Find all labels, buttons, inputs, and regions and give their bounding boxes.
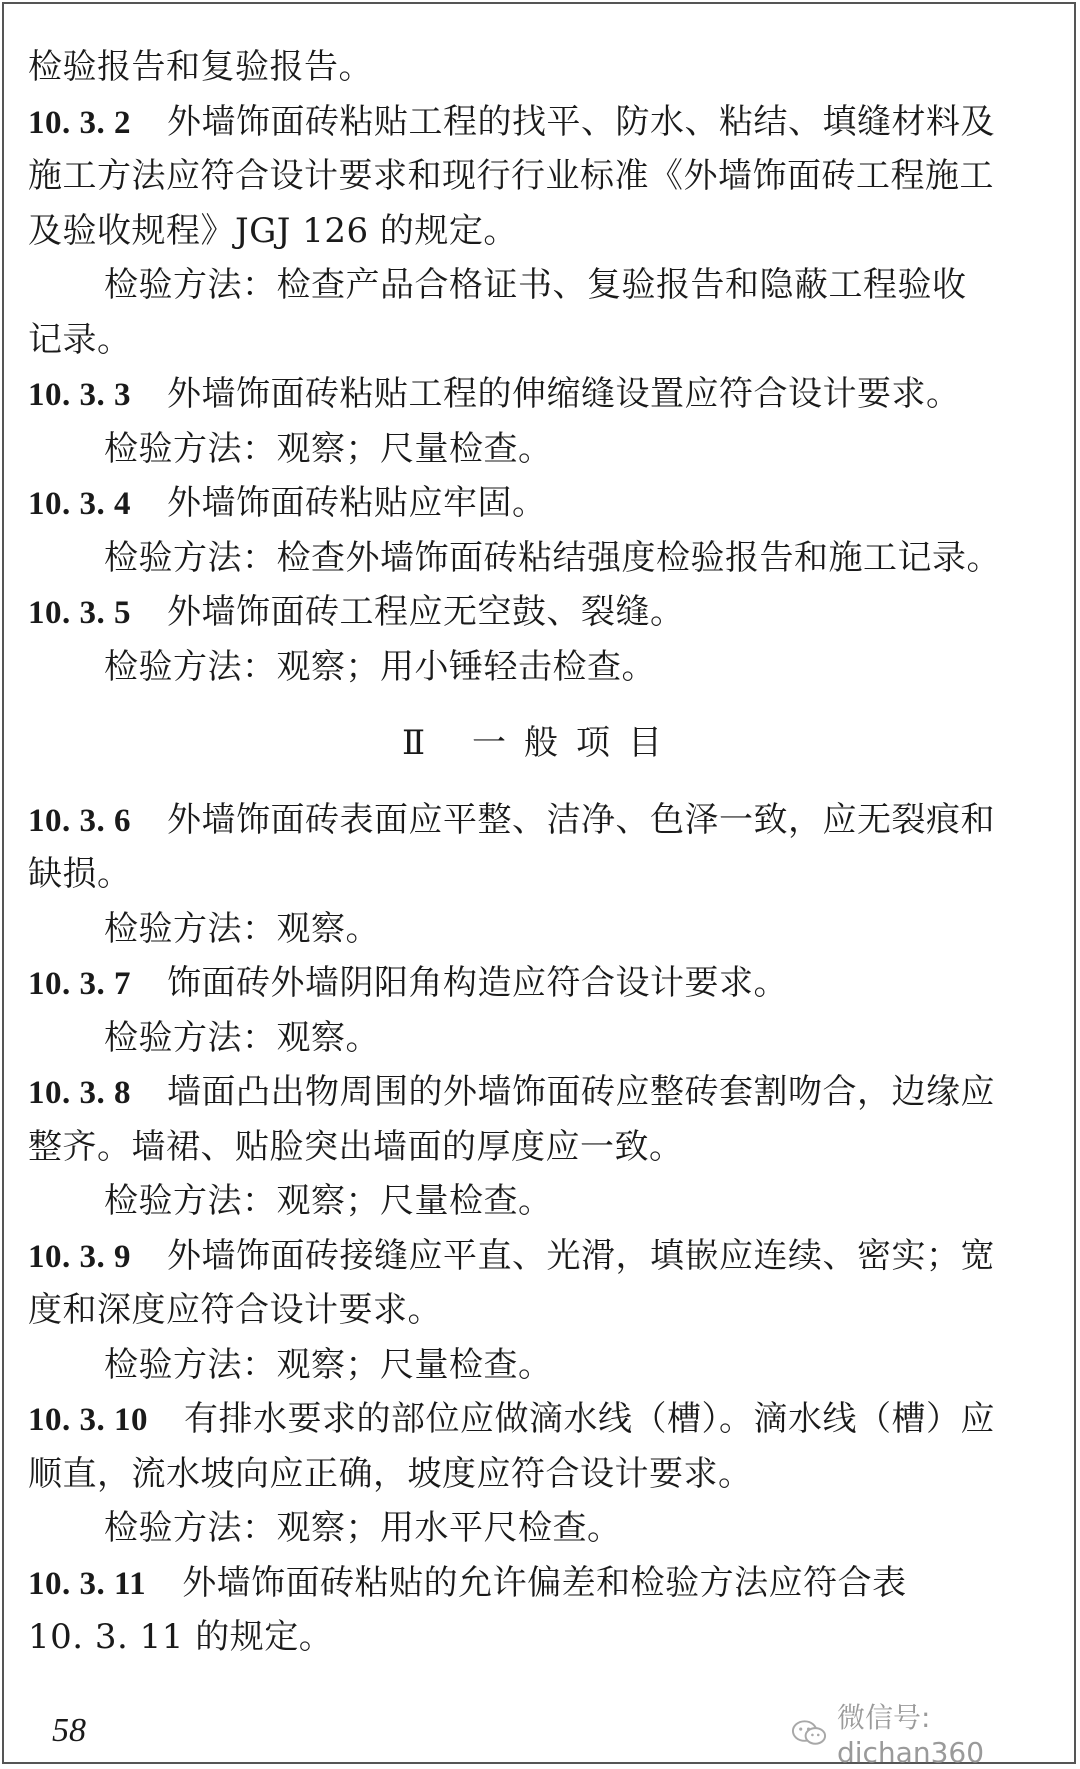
text-line [28, 1283, 1054, 1338]
line-text: 外墙饰面砖粘贴应牢固。 [167, 483, 547, 523]
section-general-items [28, 793, 1054, 1665]
inspection-method-line [28, 258, 1054, 313]
line-text: 墙面凸出物周围的外墙饰面砖应整砖套割吻合，边缘应 [167, 1072, 995, 1112]
inspection-method-line [28, 422, 1054, 477]
wechat-watermark [790, 1696, 1080, 1769]
inspection-method-line [28, 1011, 1054, 1066]
clause-line [28, 1556, 1054, 1611]
inspection-method-line [28, 1501, 1054, 1556]
clause-line [28, 956, 1054, 1011]
line-text: 检验方法：观察；用小锤轻击检查。 [104, 646, 656, 687]
clause-number: 10. 3. 9 [28, 1238, 131, 1275]
page-number: 58 [52, 1712, 86, 1749]
line-text: 外墙饰面砖工程应无空鼓、裂缝。 [167, 592, 685, 632]
text-line [28, 1447, 1054, 1502]
inspection-method-line [28, 531, 1054, 586]
clause-line [28, 1392, 1054, 1447]
line-text: 检验报告和复验报告。 [28, 47, 373, 87]
line-text: 整齐。墙裙、贴脸突出墙面的厚度应一致。 [28, 1126, 684, 1167]
document-body [28, 40, 1054, 1665]
line-text: 饰面砖外墙阴阳角构造应符合设计要求。 [167, 963, 788, 1003]
text-line [28, 313, 1054, 368]
line-text: 外墙饰面砖粘贴的允许偏差和检验方法应符合表 [182, 1562, 907, 1603]
clause-number: 10. 3. 2 [28, 104, 131, 141]
line-text: 施工方法应符合设计要求和现行行业标准《外墙饰面砖工程施工 [28, 156, 994, 196]
clause-line [28, 793, 1054, 848]
inspection-method-line [28, 902, 1054, 957]
line-text: 检验方法：观察；用水平尺检查。 [104, 1508, 622, 1548]
inspection-method-line [28, 640, 1054, 695]
clause-number: 10. 3. 5 [28, 595, 131, 631]
line-text: 检验方法：观察；尺量检查。 [104, 1344, 553, 1385]
text-line [28, 149, 1054, 204]
text-line [28, 1610, 1054, 1665]
line-text: 外墙饰面砖粘贴工程的伸缩缝设置应符合设计要求。 [167, 374, 961, 414]
section-heading: Ⅱ 一般项目 [402, 723, 680, 763]
inspection-method-line [28, 1174, 1054, 1229]
line-text: 检验方法：观察。 [104, 1017, 380, 1058]
wechat-icon [790, 1718, 829, 1748]
line-text: 记录。 [28, 319, 132, 360]
line-text: 检验方法：观察；尺量检查。 [104, 1181, 553, 1221]
watermark-text: 微信号: dichan360 [836, 1701, 985, 1769]
line-text: 有排水要求的部位应做滴水线（槽）。滴水线（槽）应 [184, 1399, 995, 1439]
text-line [28, 1120, 1054, 1175]
inspection-method-line [28, 1338, 1054, 1393]
clause-number: 10. 3. 11 [28, 1565, 147, 1602]
clause-line [28, 367, 1054, 422]
text-line [28, 847, 1054, 902]
line-text: 10. 3. 11 的规定。 [28, 1617, 334, 1657]
line-text: 检验方法：检查产品合格证书、复验报告和隐蔽工程验收 [104, 265, 967, 305]
line-text: 缺损。 [28, 854, 132, 894]
clause-number: 10. 3. 4 [28, 486, 131, 522]
line-text: 检验方法：检查外墙饰面砖粘结强度检验报告和施工记录。 [104, 537, 1001, 578]
clause-number: 10. 3. 10 [28, 1402, 148, 1438]
line-text: 外墙饰面砖接缝应平直、光滑，填嵌应连续、密实；宽 [167, 1235, 995, 1276]
clause-line [28, 585, 1054, 640]
clause-number: 10. 3. 8 [28, 1075, 131, 1111]
line-text: 顺直，流水坡向应正确，坡度应符合设计要求。 [28, 1453, 753, 1494]
line-text: 外墙饰面砖表面应平整、洁净、色泽一致，应无裂痕和 [167, 799, 995, 840]
section-mandatory-items [28, 40, 1054, 694]
clause-number: 10. 3. 6 [28, 802, 131, 839]
clause-line [28, 1229, 1054, 1284]
line-text: 度和深度应符合设计要求。 [28, 1290, 442, 1330]
line-text: 及验收规程》JGJ 126 的规定。 [28, 210, 518, 251]
clause-line [28, 476, 1054, 531]
text-line [28, 204, 1054, 259]
line-text: 检验方法：观察。 [104, 908, 380, 949]
text-line [28, 40, 1054, 95]
clause-number: 10. 3. 7 [28, 966, 131, 1002]
clause-line [28, 1065, 1054, 1120]
line-text: 检验方法：观察；尺量检查。 [104, 428, 553, 469]
line-text: 外墙饰面砖粘贴工程的找平、防水、粘结、填缝材料及 [167, 101, 995, 142]
clause-line [28, 95, 1054, 150]
clause-number: 10. 3. 3 [28, 377, 131, 413]
